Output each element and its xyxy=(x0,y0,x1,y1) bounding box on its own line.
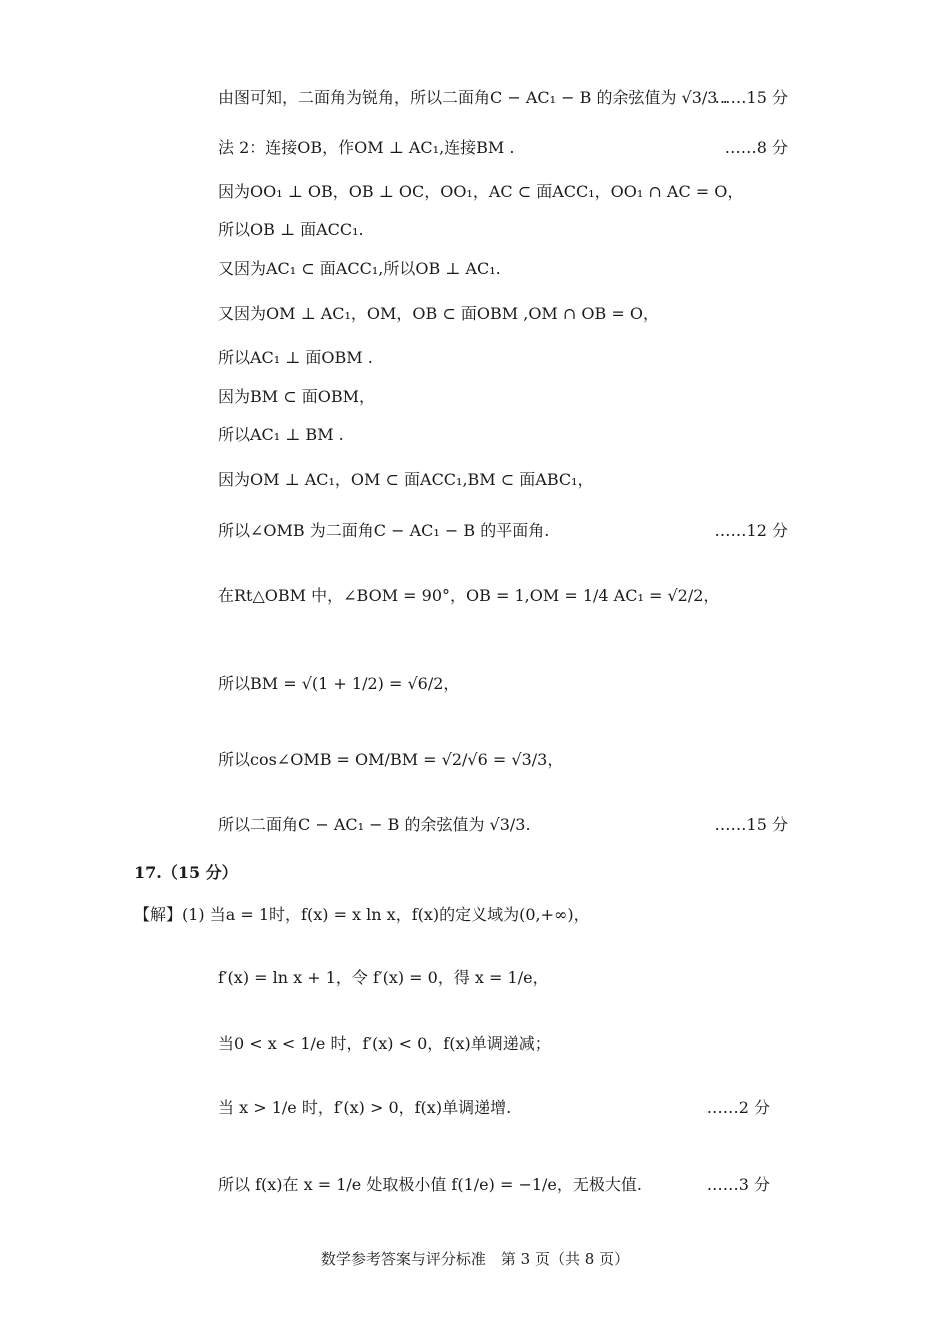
text-line xyxy=(218,470,594,490)
line-text: 又因为OM ⊥ AC₁，OM，OB ⊂ 面OBM ,OM ∩ OB = O， xyxy=(218,304,659,323)
text-line xyxy=(218,1034,551,1054)
question-heading: 17.（15 分） xyxy=(134,863,238,882)
text-line xyxy=(218,88,728,108)
text-line xyxy=(218,348,373,368)
line-text: 因为OM ⊥ AC₁，OM ⊂ 面ACC₁,BM ⊂ 面ABC₁， xyxy=(218,470,594,489)
text-line xyxy=(218,521,549,541)
text-line xyxy=(218,674,459,694)
line-text: 由图可知，二面角为锐角，所以二面角C − AC₁ − B 的余弦值为 √3/3 . xyxy=(218,88,728,107)
line-text: 所以OB ⊥ 面ACC₁. xyxy=(218,220,364,239)
page-footer: 数学参考答案与评分标准 第 3 页（共 8 页） xyxy=(320,1250,630,1268)
line-text: 因为OO₁ ⊥ OB，OB ⊥ OC，OO₁，AC ⊂ 面ACC₁，OO₁ ∩ AC = O， xyxy=(218,182,744,201)
line-text: 【解】(1) 当a = 1时，f(x) = x ln x，f(x)的定义域为(0,+∞)， xyxy=(134,905,590,924)
text-line xyxy=(134,905,590,925)
line-text: 又因为AC₁ ⊂ 面ACC₁,所以OB ⊥ AC₁. xyxy=(218,259,501,278)
line-text: 所以∠OMB 为二面角C − AC₁ − B 的平面角. xyxy=(218,521,550,540)
line-text: 在Rt△OBM 中，∠BOM = 90°，OB = 1,OM = 1/4 AC₁ = √2/2， xyxy=(218,586,720,605)
text-line xyxy=(218,586,719,606)
text-line xyxy=(218,387,375,407)
text-line xyxy=(218,220,364,240)
score-mark: ……12 分 xyxy=(714,521,788,540)
line-text: 因为BM ⊂ 面OBM， xyxy=(218,387,375,406)
line-text: 法 2：连接OB，作OM ⊥ AC₁,连接BM . xyxy=(218,138,515,157)
line-text: 所以 f(x)在 x = 1/e 处取极小值 f(1/e) = −1/e，无极大值. xyxy=(218,1175,642,1194)
score-mark: ……8 分 xyxy=(724,138,788,157)
line-text: 所以BM = √(1 + 1/2) = √6/2， xyxy=(218,674,460,693)
line-text: 所以AC₁ ⊥ BM . xyxy=(218,425,344,444)
text-line xyxy=(218,259,501,279)
text-line xyxy=(218,968,549,988)
text-line xyxy=(218,1098,511,1118)
text-line xyxy=(218,304,659,324)
line-text: 所以AC₁ ⊥ 面OBM . xyxy=(218,348,373,367)
score-mark: ……3 分 xyxy=(706,1175,770,1194)
text-line xyxy=(218,182,743,202)
text-line xyxy=(218,750,563,770)
text-line xyxy=(218,815,531,835)
score-mark: ……15 分 xyxy=(714,815,788,834)
score-mark: ……15 分 xyxy=(714,88,788,107)
line-text: 当0 < x < 1/e 时，f′(x) < 0，f(x)单调递减； xyxy=(218,1034,551,1053)
line-text: 所以二面角C − AC₁ − B 的余弦值为 √3/3. xyxy=(218,815,531,834)
text-line xyxy=(218,425,344,445)
score-mark: ……2 分 xyxy=(706,1098,770,1117)
line-text: f′(x) = ln x + 1，令 f′(x) = 0，得 x = 1/e， xyxy=(218,968,549,987)
text-line xyxy=(218,1175,642,1195)
line-text: 当 x > 1/e 时，f′(x) > 0，f(x)单调递增. xyxy=(218,1098,512,1117)
text-line xyxy=(218,138,514,158)
line-text: 所以cos∠OMB = OM/BM = √2/√6 = √3/3， xyxy=(218,750,564,769)
